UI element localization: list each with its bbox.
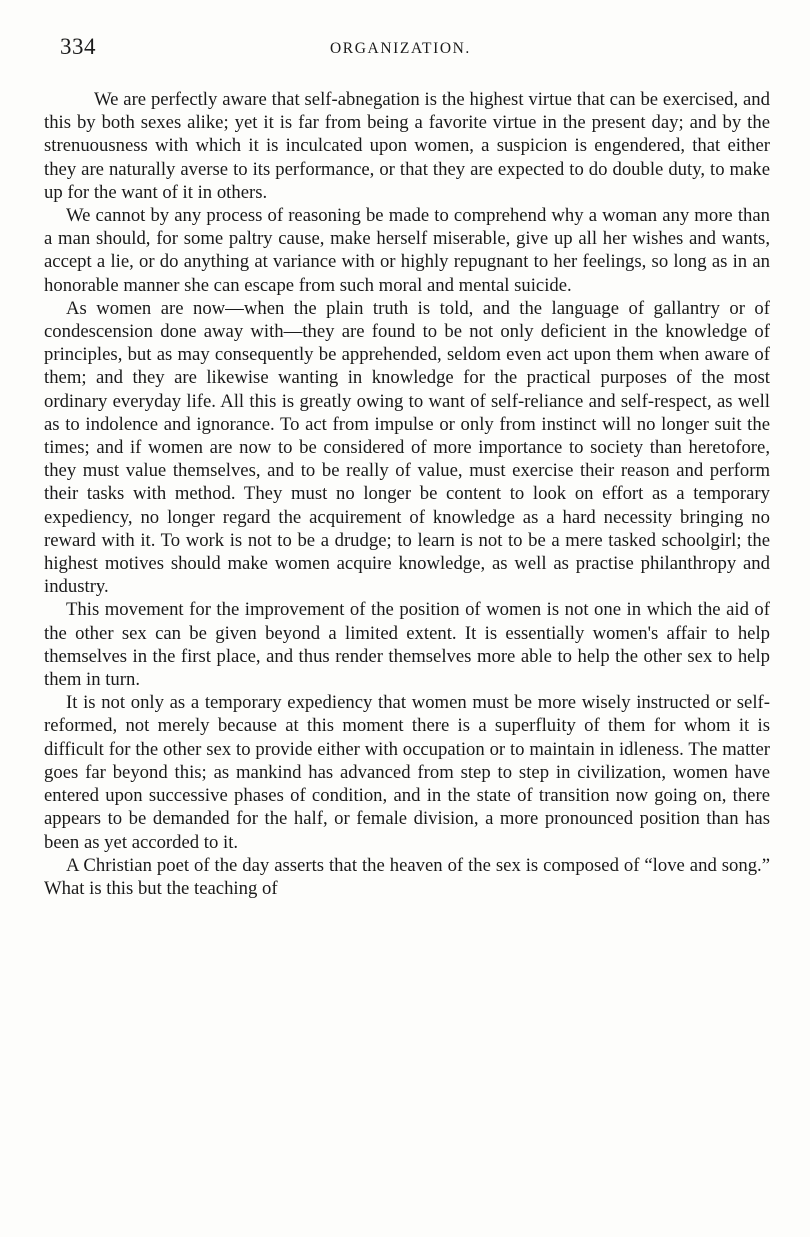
running-head: ORGANIZATION. — [330, 40, 471, 57]
paragraph-christian-poet: A Christian poet of the day asserts that the heaven of the sex is composed of “love and song.” What is this but the teaching of — [44, 854, 770, 899]
paragraph-movement: This movement for the improvement of the position of women is not one in which the aid of the other sex can be given beyond a limited extent. It is essentially women's affair to help themselves in the first place, and thus render themselves more able to help the other sex to help them in turn. — [44, 599, 770, 691]
paragraph-self-abnegation: We are perfectly aware that self-abnegation is the highest virtue that can be exercised, and this by both sexes alike; yet it is far from being a favorite virtue in the present day; and by the strenuousness with which it is inculcated upon women, a suspicion is engendered, that either they are naturally averse to its performance, or that they are expected to do double duty, to make up for the want of it in others. — [44, 89, 770, 203]
paragraph-women-now: As women are now—when the plain truth is told, and the language of gallantry or of condescension done away with—they are found to be not only deficient in the knowledge of principles, but as may consequently be apprehended, seldom even act upon them when aware of them; and they are likewise wanting in knowledge for the practical purposes of the most ordinary everyday life. All this is greatly owing to want of self-reliance and self-respect, as well as to indolence and ignorance. To act from impulse or only from instinct will no longer suit the times; and if women are now to be considered of more importance to society than heretofore, they must value themselves, and to be really of value, must exercise their reason and perform their tasks with method. They must no longer be content to look on effort as a temporary expediency, no longer regard the acquirement of knowledge as a hard necessity bringing no reward with it. To work is not to be a drudge; to learn is not to be a mere tasked schoolgirl; the highest motives should make women acquire knowledge, as well as practise philanthropy and industry. — [44, 297, 770, 598]
body-text — [44, 88, 770, 900]
page-number: 334 — [60, 34, 96, 59]
paragraph-expediency: It is not only as a temporary expediency that women must be more wisely instructed or self-reformed, not merely because at this moment there is a superfluity of them for whom it is difficult for the other sex to provide either with occupation or to maintain in idleness. The matter goes far beyond this; as mankind has advanced from step to step in civilization, women have entered upon successive phases of condition, and in the state of transition now going on, there appears to be demanded for the half, or female division, a more pronounced position than has been as yet accorded to it. — [44, 692, 770, 853]
paragraph-reasoning: We cannot by any process of reasoning be made to comprehend why a woman any more than a man should, for some paltry cause, make herself miserable, give up all her wishes and wants, accept a lie, or do anything at variance with or highly repugnant to her feelings, so long as in an honorable manner she can escape from such moral and mental suicide. — [44, 205, 770, 296]
page-header — [60, 34, 760, 64]
